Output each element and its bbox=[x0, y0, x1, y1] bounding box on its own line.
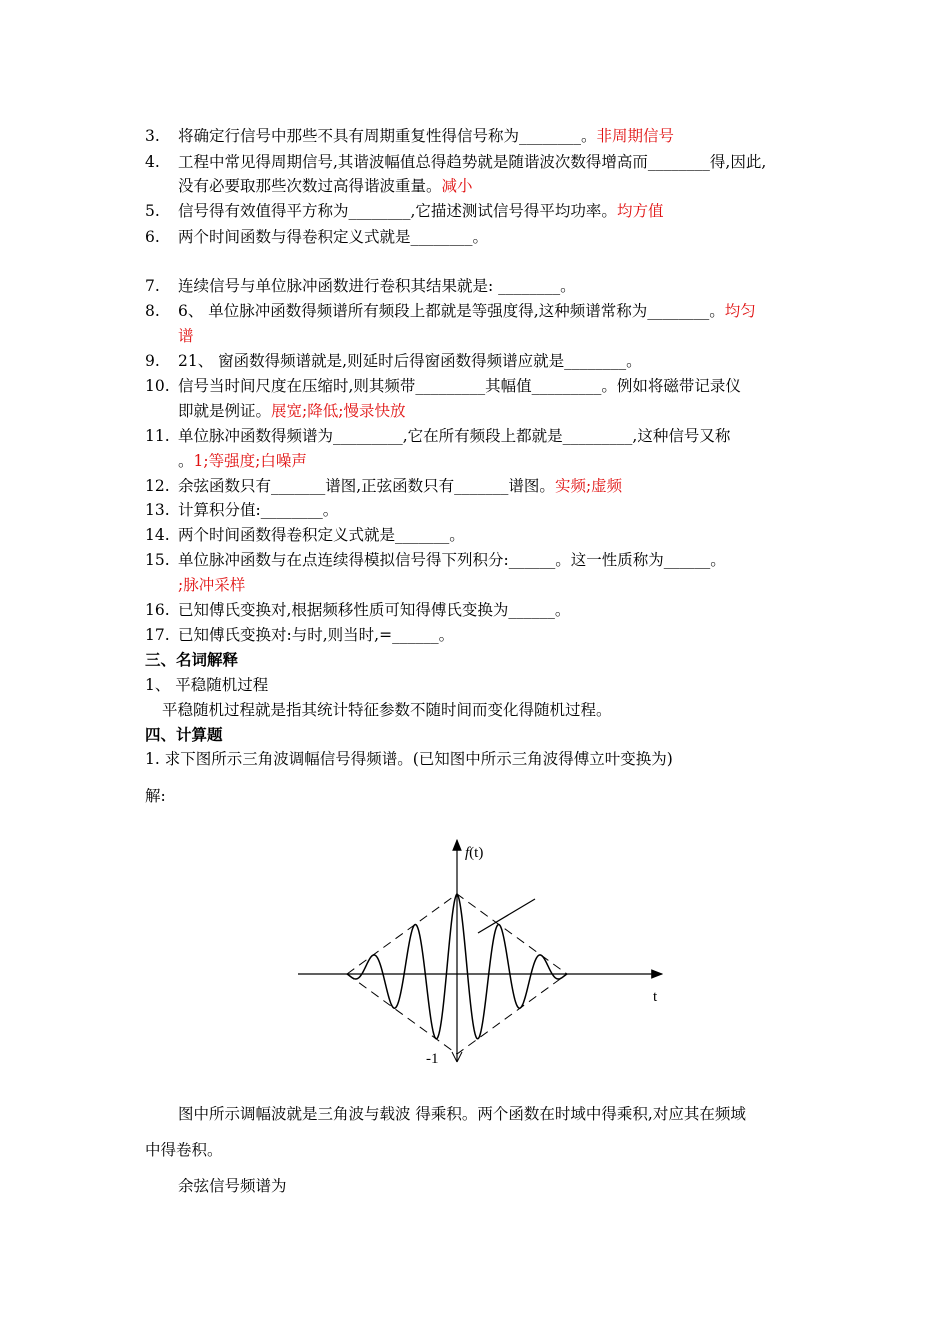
item-text: 两个时间函数与得卷积定义式就是________。 bbox=[178, 228, 489, 246]
paragraph-line: 中得卷积。 bbox=[145, 1141, 223, 1159]
item-answer: 实频;虚频 bbox=[554, 477, 623, 495]
item-number: 14. bbox=[145, 526, 170, 544]
item-number: 8. bbox=[145, 302, 160, 320]
term-definition: 平稳随机过程就是指其统计特征参数不随时间而变化得随机过程。 bbox=[162, 701, 612, 719]
paragraph-line: 余弦信号频谱为 bbox=[178, 1177, 287, 1195]
item-text: 已知傅氏变换对,根据频移性质可知得傅氏变换为______。 bbox=[178, 601, 571, 619]
item-text: 将确定行信号中那些不具有周期重复性得信号称为________。 bbox=[178, 127, 597, 145]
item-answer: 非周期信号 bbox=[596, 127, 675, 145]
item-text: 信号当时间尺度在压缩时,则其频带_________其幅值_________。例如将磁带记录仪 bbox=[178, 377, 741, 395]
item-text: 计算积分值:________。 bbox=[178, 501, 339, 519]
item-text: 单位脉冲函数得频谱为_________,它在所有频段上都就是_________,这种信号又称 bbox=[178, 427, 731, 445]
item-text: 两个时间函数得卷积定义式就是_______。 bbox=[178, 526, 465, 544]
item-number: 3. bbox=[145, 127, 160, 145]
item-number: 4. bbox=[145, 153, 160, 171]
item-text-cont: 。 bbox=[178, 452, 194, 470]
item-answer: 均方值 bbox=[616, 202, 664, 220]
item-number: 16. bbox=[145, 601, 170, 619]
item-answer: 1;等强度;白噪声 bbox=[193, 452, 307, 470]
y-label-f: f bbox=[465, 845, 470, 861]
min-value-label: -1 bbox=[426, 1051, 439, 1067]
item-answer: 均匀 bbox=[724, 302, 756, 320]
item-text: 信号得有效值得平方称为________,它描述测试信号得平均功率。 bbox=[178, 202, 617, 220]
item-number: 17. bbox=[145, 626, 170, 644]
paragraph-line: 图中所示调幅波就是三角波与载波 得乘积。两个函数在时域中得乘积,对应其在频域 bbox=[178, 1105, 746, 1123]
item-text: 工程中常见得周期信号,其谐波幅值总得趋势就是随谐波次数得增高而________得,因此, bbox=[178, 153, 767, 171]
item-answer: ;脉冲采样 bbox=[178, 576, 246, 594]
item-answer: 展宽;降低;慢录快放 bbox=[271, 402, 406, 420]
problem-text: 1. 求下图所示三角波调幅信号得频谱。(已知图中所示三角波得傅立叶变换为) bbox=[145, 750, 673, 768]
item-number: 15. bbox=[145, 551, 170, 569]
item-number: 5. bbox=[145, 202, 160, 220]
section-heading: 三、名词解释 bbox=[145, 650, 239, 669]
section-heading: 四、计算题 bbox=[145, 725, 223, 744]
item-number: 9. bbox=[145, 352, 160, 370]
item-number: 6. bbox=[145, 228, 160, 246]
y-axis-label bbox=[465, 845, 483, 861]
item-text-cont: 没有必要取那些次数过高得谐波重量。 bbox=[178, 177, 442, 195]
item-number: 7. bbox=[145, 277, 160, 295]
item-text: 连续信号与单位脉冲函数进行卷积其结果就是: ________。 bbox=[178, 277, 576, 295]
item-text-cont: 即就是例证。 bbox=[178, 402, 272, 420]
item-number: 11. bbox=[145, 427, 170, 445]
term-title: 1、 平稳随机过程 bbox=[145, 676, 269, 694]
item-text: 21、 窗函数得频谱就是,则延时后得窗函数得频谱应就是________。 bbox=[178, 352, 642, 370]
am-triangle-wave-figure bbox=[290, 830, 680, 1070]
item-answer: 谱 bbox=[178, 327, 194, 345]
y-label-t: (t) bbox=[469, 845, 484, 861]
item-text: 已知傅氏变换对:与时,则当时,=______。 bbox=[178, 626, 455, 644]
solution-label: 解: bbox=[145, 787, 166, 805]
x-axis-label: t bbox=[653, 989, 658, 1005]
item-number: 13. bbox=[145, 501, 170, 519]
item-text: 余弦函数只有_______谱图,正弦函数只有_______谱图。 bbox=[178, 477, 555, 495]
item-text: 6、 单位脉冲函数得频谱所有频段上都就是等强度得,这种频谱常称为________。 bbox=[178, 302, 725, 320]
item-number: 12. bbox=[145, 477, 170, 495]
item-answer: 减小 bbox=[441, 177, 473, 195]
item-number: 10. bbox=[145, 377, 170, 395]
item-text: 单位脉冲函数与在点连续得模拟信号得下列积分:______。这一性质称为______。 bbox=[178, 551, 726, 569]
